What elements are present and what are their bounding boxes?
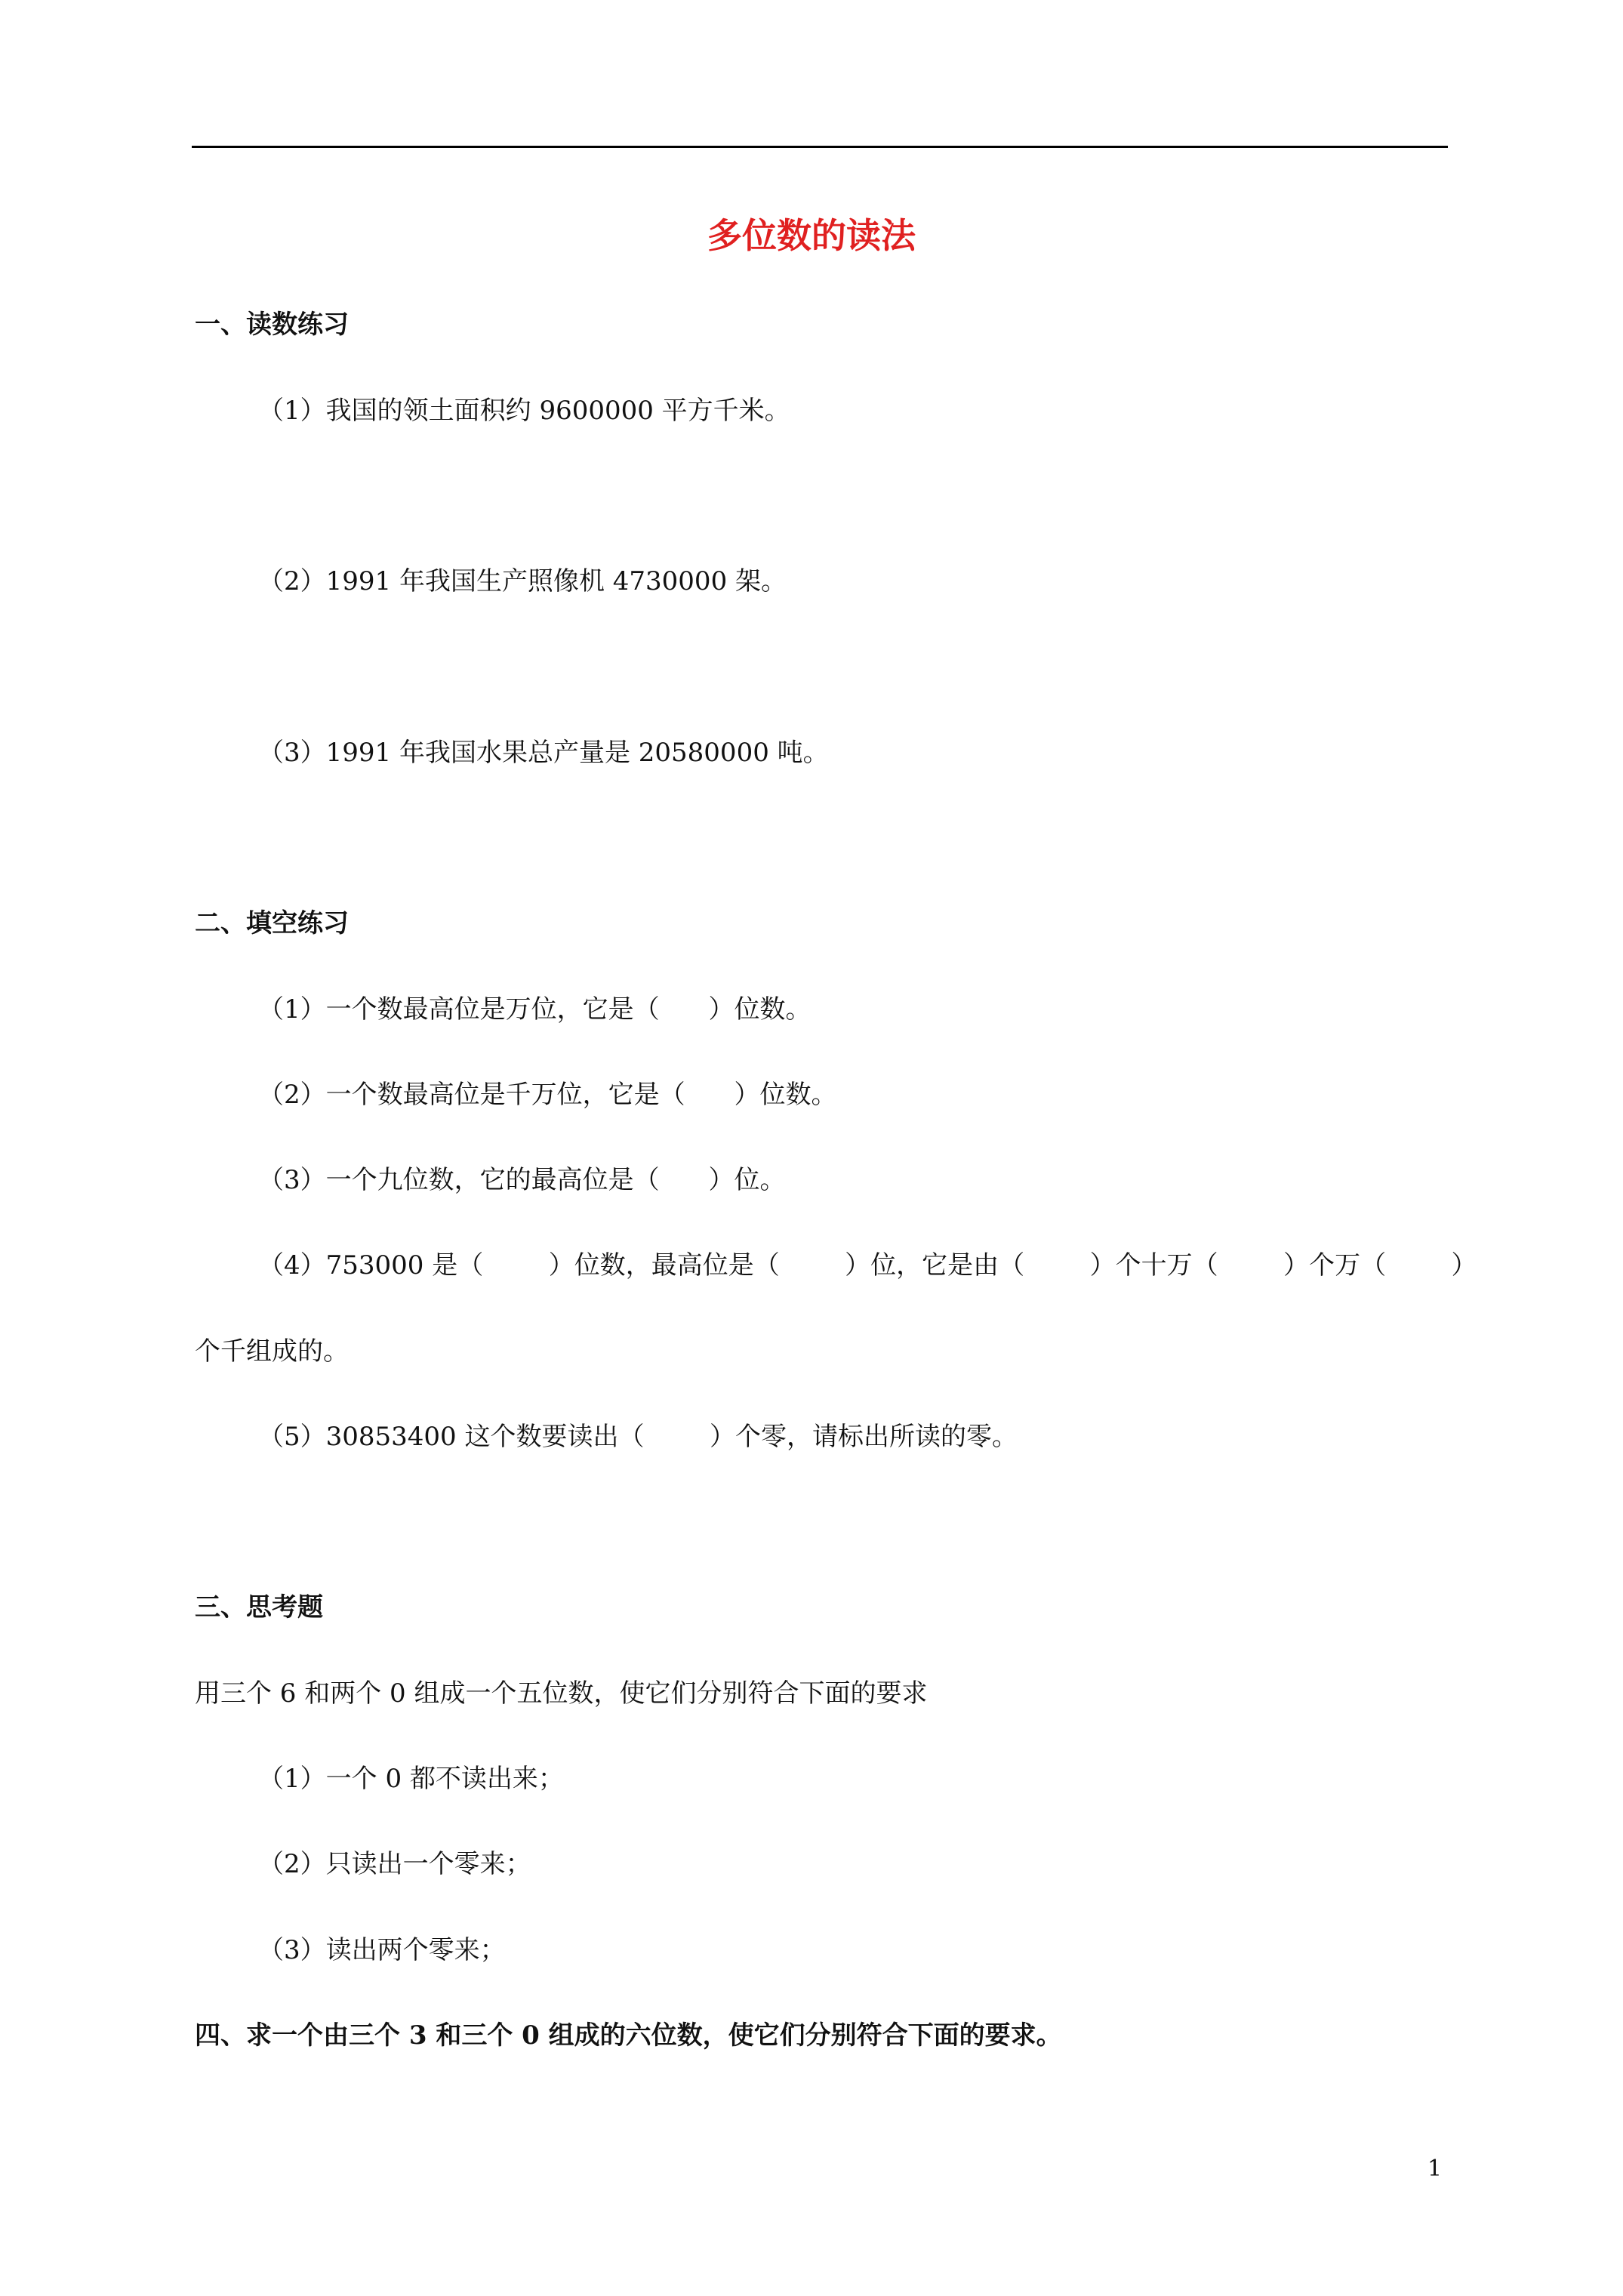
header-rule	[192, 146, 1448, 148]
page-number: 1	[1427, 2156, 1443, 2182]
thinking-item-3: （3）读出两个零来；	[258, 1935, 506, 1965]
reading-item-3: （3）1991 年我国水果总产量是 20580000 吨。	[258, 738, 829, 768]
fill-item-4-continued: 个千组成的。	[195, 1336, 349, 1367]
fill-item-3: （3）一个九位数，它的最高位是（ ）位。	[258, 1165, 786, 1195]
fill-item-1: （1）一个数最高位是万位，它是（ ）位数。	[258, 994, 812, 1025]
section-heading-reading: 一、读数练习	[195, 310, 349, 340]
section-heading-six-digit: 四、求一个由三个 3 和三个 0 组成的六位数，使它们分别符合下面的要求。	[195, 2020, 1062, 2051]
thinking-intro: 用三个 6 和两个 0 组成一个五位数，使它们分别符合下面的要求	[195, 1678, 928, 1709]
document-title: 多位数的读法	[707, 215, 916, 256]
reading-item-1: （1）我国的领土面积约 9600000 平方千米。	[258, 396, 790, 426]
thinking-item-2: （2）只读出一个零来；	[258, 1849, 531, 1879]
section-heading-fill-blank: 二、填空练习	[195, 908, 349, 938]
fill-item-5: （5）30853400 这个数要读出（ ）个零，请标出所读的零。	[258, 1422, 1018, 1452]
section-heading-thinking: 三、思考题	[195, 1592, 323, 1623]
thinking-item-1: （1）一个 0 都不读出来；	[258, 1764, 564, 1794]
reading-item-2: （2）1991 年我国生产照像机 4730000 架。	[258, 566, 787, 596]
fill-item-2: （2）一个数最高位是千万位，它是（ ）位数。	[258, 1080, 837, 1110]
fill-item-4: （4）753000 是（ ）位数，最高位是（ ）位，它是由（ ）个十万（ ）个万（ ）	[258, 1250, 1477, 1281]
